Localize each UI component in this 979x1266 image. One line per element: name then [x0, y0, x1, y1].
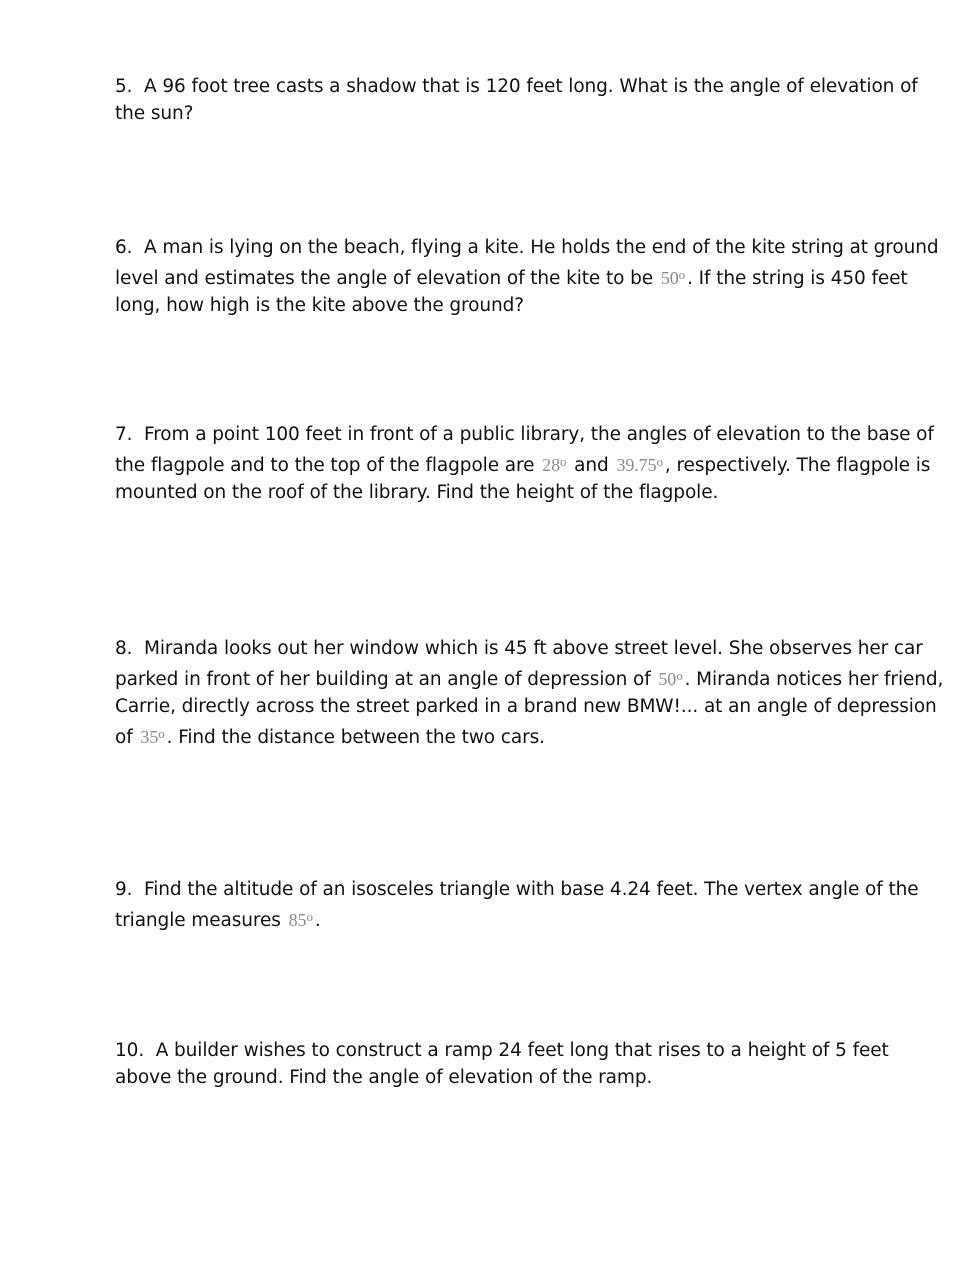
angle-value: 85$^o$ [288, 909, 313, 930]
problem-10 [115, 1037, 950, 1091]
problem-number: 6. [115, 237, 133, 258]
problem-number: 8. [115, 638, 133, 659]
problem-text: Find the altitude of an isosceles triangle with base 4.24 feet. The vertex angle of the triangle measures [115, 879, 919, 931]
degree-mark: o [656, 454, 663, 469]
problem-text: , respectively. The flagpole is mounted on the roof of the library. Find the height of the flagpole. [115, 455, 931, 503]
angle-value: 50$^o$ [660, 267, 686, 288]
problem-text: and [574, 455, 609, 476]
problem-text: Miranda looks out her window which is 45 ft above street level. She observes her car parked in front of her building at an angle of depression of [115, 638, 923, 690]
problem-text: From a point 100 feet in front of a public library, the angles of elevation to the base of the flagpole and to the top of the flagpole are [115, 424, 934, 476]
problem-text: . Find the distance between the two cars. [166, 727, 545, 748]
problem-number: 9. [115, 879, 133, 900]
problem-text: A builder wishes to construct a ramp 24 feet long that rises to a height of 5 feet above the ground. Find the angle of elevation of the ramp. [115, 1040, 889, 1088]
degree-mark: o [559, 454, 567, 469]
problem-number: 10. [115, 1040, 145, 1061]
problem-number: 7. [115, 424, 133, 445]
degree-mark: o [158, 726, 165, 741]
angle-value: 35$^o$ [140, 726, 165, 747]
problem-text: . Miranda notices her friend, Carrie, directly across the street parked in a brand new BMW!... at an angle of depression of [115, 669, 944, 748]
problem-text: A man is lying on the beach, flying a kite. He holds the end of the kite string at ground level and estimates the angle of elevation of the kite to be [115, 237, 939, 289]
angle-value: 50$^o$ [658, 668, 683, 689]
angle-value: 28$^o$ [542, 454, 567, 475]
degree-mark: o [678, 267, 686, 282]
problem-text: . [314, 910, 321, 931]
angle-value: 39.75$^o$ [616, 454, 663, 475]
degree-mark: o [306, 909, 313, 924]
problem-7 [115, 421, 950, 506]
problem-text: . If the string is 450 feet long, how high is the kite above the ground? [115, 268, 908, 316]
problem-5 [115, 73, 950, 127]
degree-mark: o [676, 668, 683, 683]
problem-6 [115, 234, 950, 319]
problem-9 [115, 876, 950, 934]
problem-8 [115, 635, 950, 751]
problem-text: A 96 foot tree casts a shadow that is 120 feet long. What is the angle of elevation of the sun? [115, 76, 918, 124]
problem-number: 5. [115, 76, 133, 97]
